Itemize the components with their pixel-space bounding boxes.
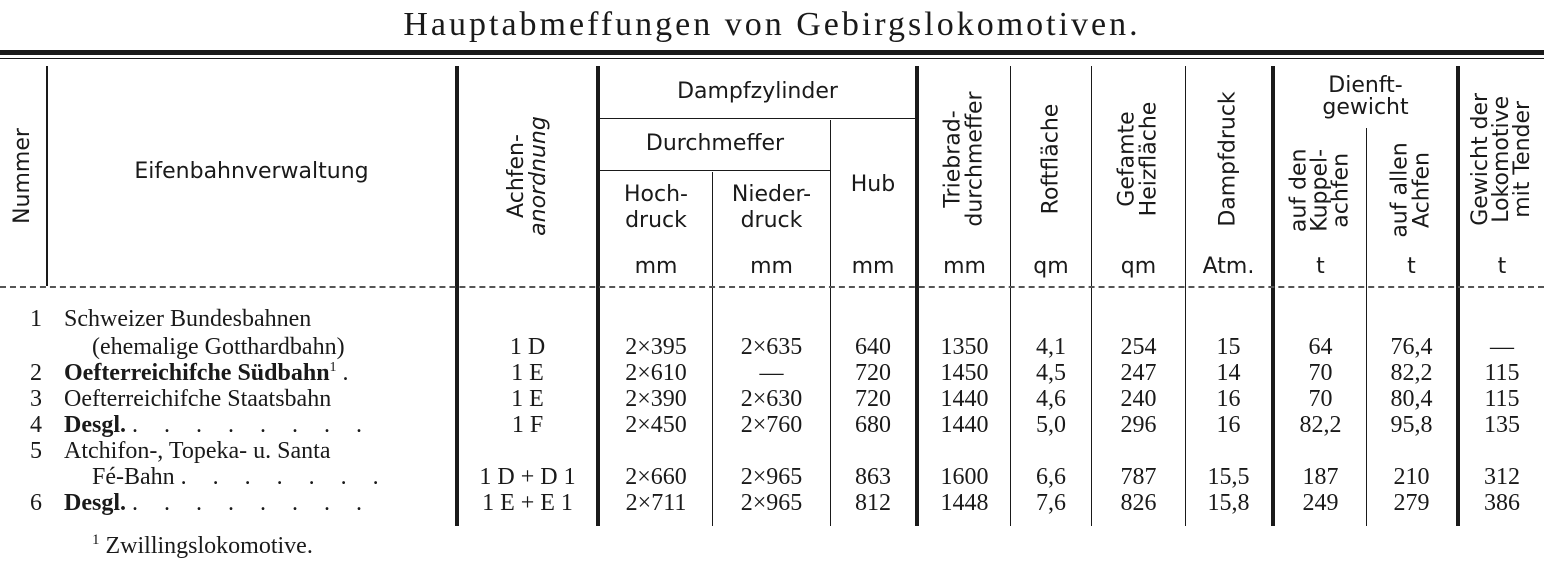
cell-triebrad: 1450 [940, 360, 989, 386]
cell-kuppel: 70 [1308, 386, 1333, 412]
cell-hochdruck: 2×390 [625, 386, 687, 412]
cell-heiz: 254 [1120, 334, 1157, 360]
cell-druck: 14 [1216, 360, 1241, 386]
cell-rost: 5,0 [1036, 412, 1066, 438]
cell-gewicht: 115 [1484, 360, 1520, 386]
cell-allen: 82,2 [1390, 360, 1433, 386]
unit-druck: Atm. [1202, 254, 1255, 279]
header-niederdruck: Nieder- druck [731, 182, 812, 233]
cell-achsen: 1 E [511, 386, 544, 412]
cell-hochdruck: 2×450 [625, 412, 687, 438]
cell-hochdruck: 2×395 [625, 334, 687, 360]
unit-hochdruck: mm [634, 254, 678, 279]
cell-hub: 863 [855, 464, 891, 490]
cell-gewicht: — [1490, 334, 1514, 360]
cell-heiz: 787 [1120, 464, 1157, 490]
page-title: Hauptabmeffungen von Gebirgslokomotiven. [403, 6, 1141, 43]
header-dienstgewicht: Dienft- gewicht [1322, 73, 1409, 120]
header-allen-achsen: auf allen Achfen [1387, 142, 1435, 238]
row-number: 2 [30, 360, 42, 386]
cell-hub: 812 [855, 490, 891, 516]
cell-hochdruck: 2×660 [625, 464, 687, 490]
cell-triebrad: 1440 [940, 386, 989, 412]
cell-kuppel: 249 [1302, 490, 1339, 516]
cell-hub: 720 [855, 360, 891, 386]
cell-triebrad: 1600 [940, 464, 989, 490]
row-name: Schweizer Bundesbahnen [64, 306, 312, 332]
unit-triebrad: mm [943, 254, 986, 279]
cell-kuppel: 64 [1308, 334, 1333, 360]
cell-niederdruck: — [759, 360, 784, 386]
header-subline [600, 170, 830, 171]
header-durchmesser: Durchmeffer [645, 131, 785, 156]
unit-hub: mm [851, 254, 895, 279]
top-rule-thin [0, 58, 1544, 59]
cell-kuppel: 82,2 [1299, 412, 1342, 438]
cell-rost: 7,6 [1036, 490, 1066, 516]
header-hub: Hub [850, 172, 896, 197]
cell-heiz: 826 [1120, 490, 1157, 516]
top-rule-thick [0, 50, 1544, 55]
row-name: Atchifon-, Topeka- u. Santa [64, 438, 331, 464]
row-name: Desgl. . . . . . . . . [64, 490, 372, 516]
unit-heiz: qm [1120, 254, 1157, 279]
cell-rost: 4,6 [1036, 386, 1066, 412]
cell-achsen: 1 F [511, 412, 544, 438]
row-name: Oefterreichifche Südbahn$^1$ . [64, 360, 349, 386]
cell-hub: 640 [855, 334, 891, 360]
cell-rost: 4,5 [1036, 360, 1066, 386]
header-dampfzylinder: Dampfzylinder [677, 79, 838, 104]
cell-allen: 279 [1393, 490, 1430, 516]
cell-hochdruck: 2×711 [625, 490, 687, 516]
cell-triebrad: 1448 [940, 490, 989, 516]
cell-triebrad: 1350 [940, 334, 989, 360]
cell-niederdruck: 2×635 [740, 334, 803, 360]
row-name-cont: Fé-Bahn . . . . . . . [92, 464, 389, 490]
cell-druck: 15 [1216, 334, 1241, 360]
cell-niederdruck: 2×965 [740, 490, 803, 516]
cell-allen: 210 [1393, 464, 1430, 490]
row-number: 3 [30, 386, 42, 412]
cell-gewicht: 135 [1484, 412, 1520, 438]
cell-heiz: 296 [1120, 412, 1157, 438]
row-number: 1 [30, 306, 42, 332]
cell-niederdruck: 2×965 [740, 464, 803, 490]
footnote-text: Zwillingslokomotive. [105, 533, 313, 559]
unit-kuppel: t [1316, 254, 1325, 279]
cell-druck: 16 [1216, 386, 1241, 412]
cell-allen: 95,8 [1390, 412, 1433, 438]
row-number: 5 [30, 438, 42, 464]
cell-allen: 80,4 [1390, 386, 1433, 412]
header-hochdruck: Hoch- druck [624, 182, 688, 233]
cell-heiz: 247 [1120, 360, 1157, 386]
row-number: 4 [30, 412, 42, 438]
header-separator [0, 286, 1544, 288]
cell-rost: 6,6 [1036, 464, 1066, 490]
cell-achsen: 1 E [511, 360, 544, 386]
row-number: 6 [30, 490, 42, 516]
cell-niederdruck: 2×760 [740, 412, 803, 438]
cell-kuppel: 187 [1302, 464, 1339, 490]
header-verwaltung: Eifenbahnverwaltung [134, 159, 369, 184]
header-dampfdruck: Dampfdruck [1215, 91, 1241, 227]
row-name: Desgl. . . . . . . . . [64, 412, 372, 438]
header-rostflaeche: Roftfläche [1038, 103, 1063, 215]
row-name: Oefterreichifche Staatsbahn [64, 386, 332, 412]
cell-achsen: 1 D + D 1 [479, 464, 576, 490]
unit-gewicht: t [1497, 254, 1507, 279]
cell-druck: 15,8 [1207, 490, 1250, 516]
cell-druck: 15,5 [1207, 464, 1250, 490]
cell-hochdruck: 2×610 [625, 360, 687, 386]
cell-achsen: 1 D [509, 334, 546, 360]
cell-allen: 76,4 [1390, 334, 1433, 360]
header-achsen: Achfen- anordnung [503, 116, 551, 236]
cell-hub: 680 [855, 412, 891, 438]
cell-triebrad: 1440 [940, 412, 989, 438]
header-kuppelachsen: auf den Kuppel- achfen [1286, 148, 1353, 232]
row-name-cont: (ehemalige Gotthardbahn) [92, 334, 345, 360]
header-nummer: Nummer [10, 128, 35, 224]
unit-allen: t [1407, 254, 1416, 279]
cell-gewicht: 386 [1484, 490, 1520, 516]
cell-kuppel: 70 [1308, 360, 1333, 386]
cell-gewicht: 312 [1484, 464, 1520, 490]
unit-rost: qm [1033, 254, 1069, 279]
cell-hub: 720 [855, 386, 891, 412]
cell-druck: 16 [1216, 412, 1241, 438]
footnote [92, 532, 313, 560]
cell-heiz: 240 [1120, 386, 1157, 412]
cell-rost: 4,1 [1036, 334, 1066, 360]
cell-niederdruck: 2×630 [740, 386, 803, 412]
cell-gewicht: 115 [1484, 386, 1520, 412]
header-heizflaeche: Gefamte Heizfläche [1114, 101, 1162, 217]
header-gewicht-tender: Gewicht der Lokomotive mit Tender [1467, 92, 1535, 226]
footnote-mark: 1 [92, 532, 100, 548]
cell-achsen: 1 E + E 1 [482, 490, 573, 516]
unit-niederdruck: mm [750, 254, 793, 279]
header-triebrad: Triebrad- durchmeffer [940, 91, 988, 227]
